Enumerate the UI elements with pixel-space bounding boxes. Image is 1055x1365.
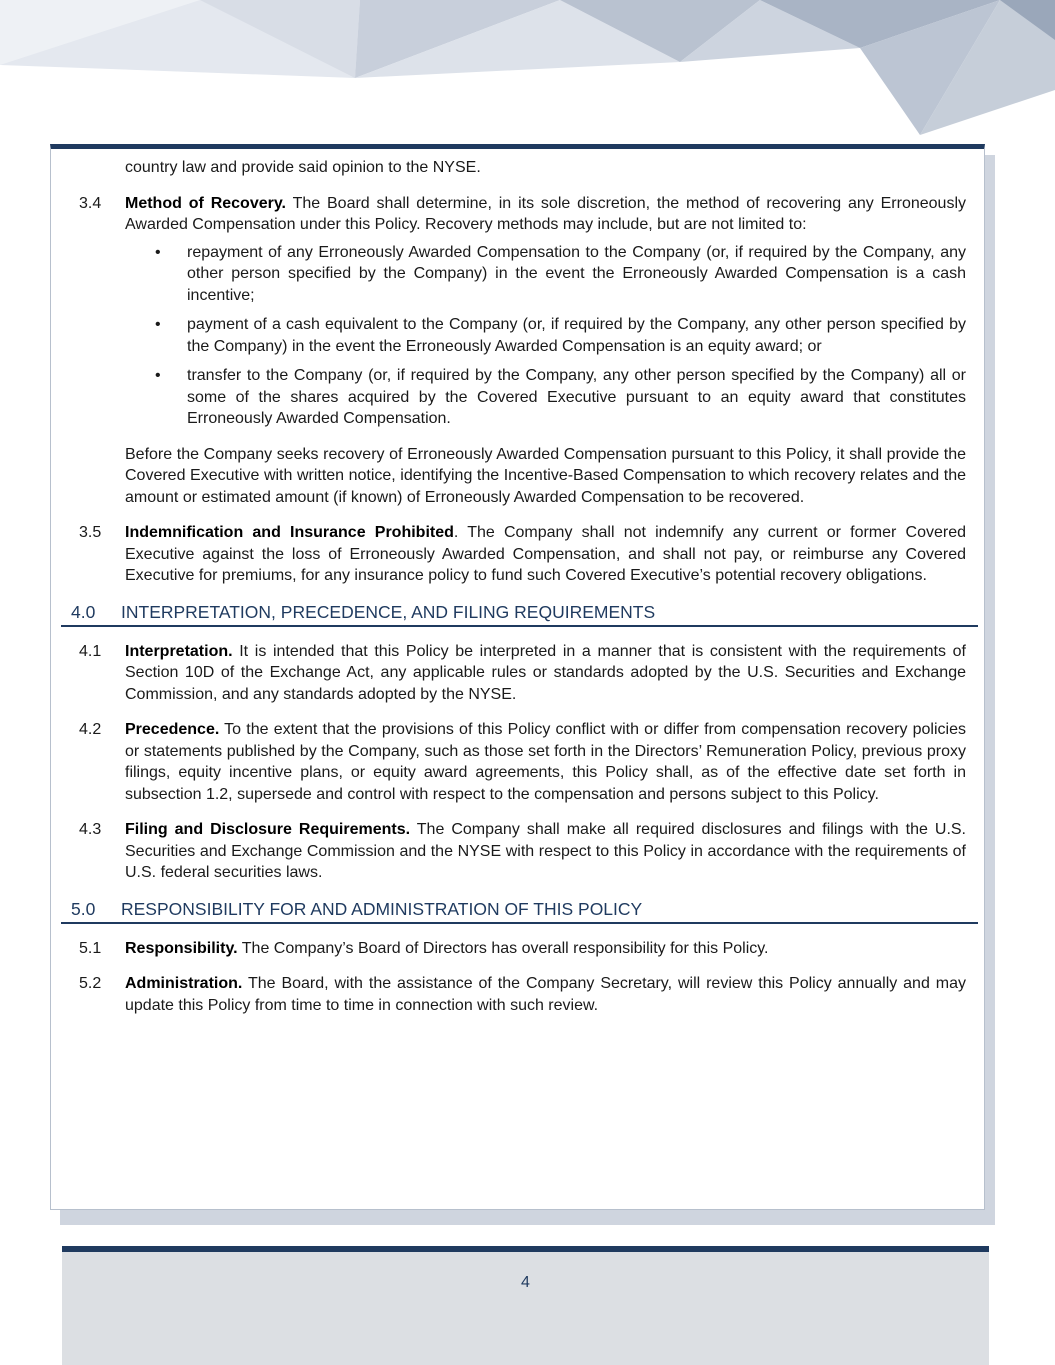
clause-3-4 xyxy=(73,193,966,430)
clause-4-1 xyxy=(73,641,966,706)
clause-title: Indemnification and Insurance Prohibited xyxy=(125,524,454,541)
list-item: • transfer to the Company (or, if required by the Company, any other person specified by the Company) all or some of the shares acquired by the Covered Executive pursuant to an equity award that constitutes Erroneously Awarded Compensation. xyxy=(155,367,966,427)
section-number: 5.0 xyxy=(71,898,96,919)
clause-3-5 xyxy=(73,522,966,587)
section-title: RESPONSIBILITY FOR AND ADMINISTRATION OF THIS POLICY xyxy=(121,898,643,919)
bullet-icon: • xyxy=(155,367,161,384)
clause-title: Filing and Disclosure Requirements. xyxy=(125,821,411,838)
section-heading-5 xyxy=(61,898,978,924)
clause-text: The Company shall make all required disclosures and filings with the U.S. Securities and Exchange Commission and the NYSE with respect to this Policy in accordance with the requirements of U.S. federal securities laws. xyxy=(125,821,967,881)
clause-number: 4.1 xyxy=(79,642,102,660)
clause-5-1 xyxy=(73,938,966,960)
page-footer xyxy=(62,1252,989,1365)
clause-5-2 xyxy=(73,973,966,1016)
clause-4-3 xyxy=(73,819,966,884)
clause-text: The Board, with the assistance of the Company Secretary, will review this Policy annually and may update this Policy from time to time in connection with such review. xyxy=(125,975,966,1014)
bullet-icon: • xyxy=(155,316,161,333)
clause-text: To the extent that the provisions of this Policy conflict with or differ from compensation recovery policies or statements published by the Company, such as those set forth in the Directors’ Remuneration Policy, previous proxy filings, equity incentive plans, or equity award agreements, this Policy shall, as of the effective date set forth in subsection 1.2, supersede and control with respect to the compensation and persons subject to this Policy. xyxy=(125,721,966,803)
header-decoration xyxy=(0,0,1055,140)
page-number: 4 xyxy=(521,1274,530,1291)
clause-number: 4.3 xyxy=(79,821,102,838)
clause-title: Administration. xyxy=(125,975,243,992)
recovery-methods-list xyxy=(125,242,966,430)
clause-4-2 xyxy=(73,719,966,805)
section-number: 4.0 xyxy=(71,601,96,622)
clause-number: 5.1 xyxy=(79,939,102,957)
notice-paragraph: Before the Company seeks recovery of Erroneously Awarded Compensation pursuant to this Policy, it shall provide the Covered Executive with written notice, identifying the Incentive-Based Compensation to which recovery relates and the amount or estimated amount (if known) of Erroneously Awarded Compensation to be recovered. xyxy=(125,445,966,506)
clause-text: The Company’s Board of Directors has overall responsibility for this Policy. xyxy=(237,939,769,957)
clause-text: It is intended that this Policy be interpreted in a manner that is consistent with the requirements of Section 10D of the Exchange Act, any applicable rules or standards adopted by the U.S. Securities and Exchange Commission, and any standards adopted by the NYSE. xyxy=(125,642,966,703)
clause-title: Method of Recovery. xyxy=(125,194,286,212)
page-content-card xyxy=(50,144,985,1210)
clause-number: 5.2 xyxy=(79,975,102,992)
clause-text: . The Company shall not indemnify any current or former Covered Executive against the loss of Erroneously Awarded Compensation, and shall not pay, or reimburse any Covered Executive for premiums, for any insurance policy to fund such Covered Executive’s potential recovery obligations. xyxy=(125,524,967,584)
list-item: • payment of a cash equivalent to the Company (or, if required by the Company, any other person specified by the Company) in the event the Erroneously Awarded Compensation is an equity award; or xyxy=(155,316,966,355)
bullet-icon: • xyxy=(155,243,161,261)
clause-number: 3.5 xyxy=(79,524,102,541)
section-title: INTERPRETATION, PRECEDENCE, AND FILING REQUIREMENTS xyxy=(121,601,656,622)
clause-text: The Board shall determine, in its sole discretion, the method of recovering any Erroneously Awarded Compensation under this Policy. Recovery methods may include, but are not limited to: xyxy=(125,194,967,233)
clause-title: Interpretation. xyxy=(125,642,233,660)
clause-title: Responsibility. xyxy=(125,939,238,957)
clause-number: 4.2 xyxy=(79,721,102,738)
clause-title: Precedence. xyxy=(125,721,220,738)
clause-number: 3.4 xyxy=(79,194,102,212)
continuation-text: country law and provide said opinion to the NYSE. xyxy=(125,159,481,176)
section-heading-4 xyxy=(61,601,978,627)
list-item: • repayment of any Erroneously Awarded Compensation to the Company (or, if required by the Company, any other person specified by the Company) in the event the Erroneously Awarded Compensation is a cash incentive; xyxy=(155,243,966,304)
